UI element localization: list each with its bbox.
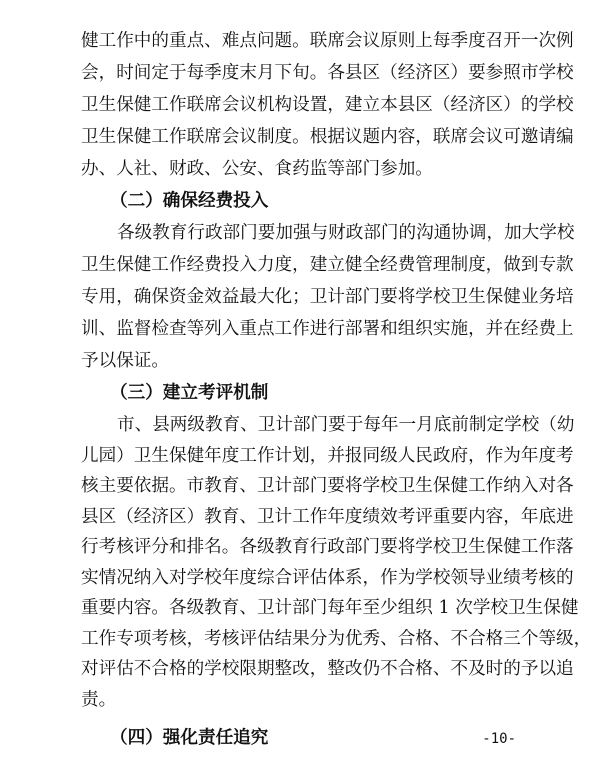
body-text-line: 予以保证。 bbox=[81, 351, 169, 371]
body-text-line: 对评估不合格的学校限期整改，整改仍不合格、不及时的予以追 bbox=[81, 659, 574, 679]
body-text-line: 重要内容。各级教育、卫计部门每年至少组织 1 次学校卫生保健 bbox=[81, 598, 579, 618]
body-text-line: 行考核评分和排名。各级教育行政部门要将学校卫生保健工作落 bbox=[81, 537, 574, 557]
body-text-line: 各级教育行政部门要加强与财政部门的沟通协调，加大学校 bbox=[117, 223, 575, 243]
body-text-line: 会，时间定于每季度末月下旬。各县区（经济区）要参照市学校 bbox=[81, 63, 574, 83]
body-text-line: 实情况纳入对学校年度综合评估体系，作为学校领导业绩考核的 bbox=[81, 567, 574, 588]
body-text-line: 专用，确保资金效益最大化；卫计部门要将学校卫生保健业务培 bbox=[81, 287, 574, 307]
body-text-line: 卫生保健工作经费投入力度，建立健全经费管理制度，做到专款 bbox=[81, 255, 574, 275]
body-text-line: 工作专项考核，考核评估结果分为优秀、合格、不合格三个等级， bbox=[81, 628, 591, 649]
section-heading-3: （三）建立考评机制 bbox=[110, 382, 269, 403]
body-text-line: 卫生保健工作联席会议制度。根据议题内容，联席会议可邀请编 bbox=[81, 127, 574, 147]
section-heading-4: （四）强化责任追究 bbox=[110, 727, 269, 748]
body-text-line: 市、县两级教育、卫计部门要于每年一月底前制定学校（幼 bbox=[117, 415, 575, 435]
body-text-line: 县区（经济区）教育、卫计工作年度绩效考评重要内容，年底进 bbox=[81, 506, 574, 527]
section-heading-2: （二）确保经费投入 bbox=[110, 190, 269, 211]
body-text-line: 儿园）卫生保健年度工作计划，并报同级人民政府，作为年度考 bbox=[81, 445, 574, 466]
body-text-line: 核主要依据。市教育、卫计部门要将学校卫生保健工作纳入对各 bbox=[81, 476, 574, 496]
page-number: -10- bbox=[482, 731, 516, 747]
body-text-line: 责。 bbox=[81, 689, 117, 710]
body-text-line: 卫生保健工作联席会议机构设置，建立本县区（经济区）的学校 bbox=[81, 95, 574, 115]
body-text-line: 健工作中的重点、难点问题。联席会议原则上每季度召开一次例 bbox=[81, 31, 574, 51]
body-text-line: 办、人社、财政、公安、食药监等部门参加。 bbox=[81, 159, 433, 179]
body-text-line: 训、监督检查等列入重点工作进行部署和组织实施，并在经费上 bbox=[81, 319, 574, 339]
